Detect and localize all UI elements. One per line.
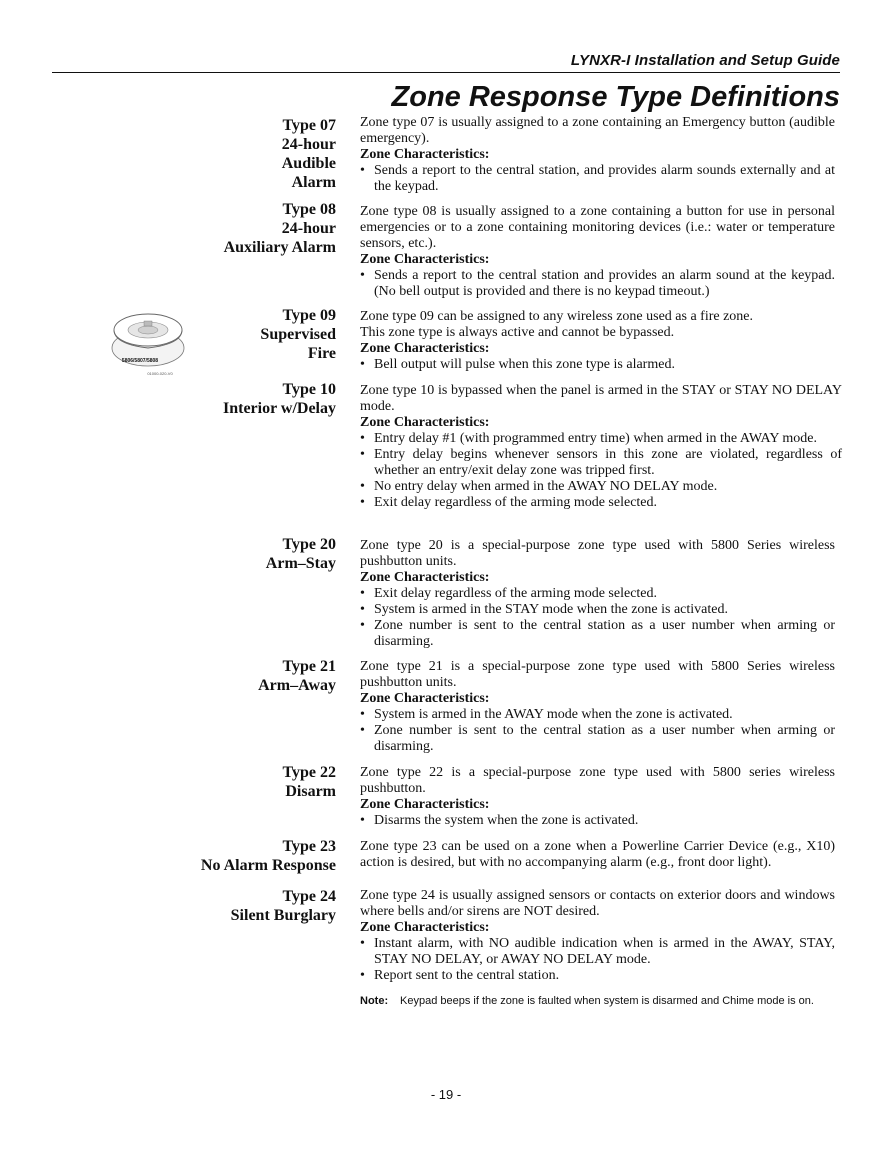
- zone-type-label: [282, 116, 336, 192]
- zone-description-block: [360, 204, 835, 300]
- label-line: Type 21: [282, 658, 336, 675]
- zone-characteristics-heading: Zone Characteristics:: [360, 252, 490, 267]
- zone-type-label: [266, 535, 336, 573]
- characteristics-list: [360, 707, 835, 755]
- label-line: Type 07: [282, 117, 336, 134]
- note-label: Note:: [360, 995, 389, 1007]
- zone-description: Zone type 23 can be used on a zone when a Powerline Carrier Device (e.g., X10) action is desired, but with no accompanying alarm (e.g., front door light).: [360, 839, 835, 870]
- zone-characteristics-heading: Zone Characteristics:: [360, 570, 490, 585]
- characteristic-item: • Sends a report to the central station and provides an alarm sound at the keypad. (No bell output is provided and there is no keypad timeout.): [360, 268, 835, 300]
- label-line: Supervised: [260, 326, 336, 343]
- label-line: Fire: [307, 345, 336, 362]
- label-line: Type 24: [282, 888, 336, 905]
- characteristic-item: • Report sent to the central station.: [360, 968, 835, 984]
- running-header: LYNXR-I Installation and Setup Guide: [570, 52, 840, 69]
- characteristic-item: • Instant alarm, with NO audible indication when is armed in the AWAY, STAY, STAY NO DELAY, or AWAY NO DELAY mode.: [360, 936, 835, 968]
- characteristics-list: [360, 431, 842, 511]
- label-line: No Alarm Response: [200, 857, 336, 874]
- label-line: Audible: [281, 155, 336, 172]
- zone-description: Zone type 24 is usually assigned sensors or contacts on exterior doors and windows where bells and/or sirens are NOT desired.: [360, 888, 835, 919]
- characteristics-list: [360, 813, 835, 829]
- label-line: Type 20: [282, 536, 336, 553]
- zone-description: Zone type 10 is bypassed when the panel is armed in the STAY or STAY NO DELAY mode.: [360, 383, 842, 414]
- label-line: 24-hour: [281, 136, 336, 153]
- zone-type-label: [283, 763, 336, 801]
- characteristic-item: • Sends a report to the central station, and provides alarm sounds externally and at the keypad.: [360, 163, 835, 195]
- zone-description-block: [360, 309, 780, 373]
- zone-type-label: [258, 657, 336, 695]
- zone-characteristics-heading: Zone Characteristics:: [360, 920, 490, 935]
- zone-description-block: [360, 659, 835, 755]
- zone-description-block: [360, 888, 835, 984]
- characteristics-list: [360, 586, 835, 650]
- header-rule: [52, 72, 840, 73]
- zone-type-label: [224, 200, 336, 257]
- zone-characteristics-heading: Zone Characteristics:: [360, 691, 490, 706]
- zone-description-block: [360, 538, 835, 650]
- characteristics-list: [360, 268, 835, 300]
- note-text: Keypad beeps if the zone is faulted when system is disarmed and Chime mode is on.: [400, 995, 814, 1007]
- characteristics-list: [360, 163, 835, 195]
- characteristics-list: [360, 357, 780, 373]
- characteristic-item: • Entry delay begins whenever sensors in this zone are violated, regardless of whether an entry/exit delay zone was tripped first.: [360, 447, 842, 479]
- zone-description: Zone type 22 is a special-purpose zone type used with 5800 series wireless pushbutton.: [360, 765, 835, 796]
- note-block: [360, 994, 836, 1008]
- label-line: Type 10: [282, 381, 336, 398]
- label-line: Interior w/Delay: [222, 400, 336, 417]
- label-line: Silent Burglary: [230, 907, 336, 924]
- zone-description-block: [360, 765, 835, 829]
- zone-description-block: [360, 839, 835, 871]
- characteristic-item: • System is armed in the STAY mode when the zone is activated.: [360, 602, 835, 618]
- zone-description: Zone type 20 is a special-purpose zone type used with 5800 Series wireless pushbutton units.: [360, 538, 835, 569]
- characteristic-item: • Bell output will pulse when this zone type is alarmed.: [360, 357, 780, 373]
- label-line: Type 08: [282, 201, 336, 218]
- zone-description: Zone type 09 can be assigned to any wireless zone used as a fire zone. This zone type is always active and cannot be bypassed.: [360, 309, 754, 340]
- label-line: Type 22: [282, 764, 336, 781]
- zone-characteristics-heading: Zone Characteristics:: [360, 797, 490, 812]
- figure-code: 01000-020-V0: [147, 371, 173, 376]
- zone-description: Zone type 08 is usually assigned to a zone containing a button for use in personal emergencies or to a zone containing monitoring devices (i.e.: water or temperature sensors, etc.).: [360, 204, 835, 251]
- characteristic-item: • Exit delay regardless of the arming mode selected.: [360, 495, 842, 511]
- zone-type-label: [260, 306, 336, 363]
- page-title: Zone Response Type Definitions: [391, 81, 840, 113]
- zone-type-label: [223, 380, 336, 418]
- zone-type-label: [231, 887, 336, 925]
- page-number: - 19 -: [430, 1087, 462, 1102]
- characteristic-item: • System is armed in the AWAY mode when the zone is activated.: [360, 707, 835, 723]
- label-line: Alarm: [291, 174, 336, 191]
- label-line: Auxiliary Alarm: [223, 239, 336, 256]
- characteristics-list: [360, 936, 835, 984]
- smoke-detector-icon: [108, 308, 188, 380]
- characteristic-item: • Zone number is sent to the central station as a user number when arming or disarming.: [360, 723, 835, 755]
- zone-characteristics-heading: Zone Characteristics:: [360, 415, 490, 430]
- label-line: Type 09: [282, 307, 336, 324]
- characteristic-item: • No entry delay when armed in the AWAY NO DELAY mode.: [360, 479, 842, 495]
- label-line: Disarm: [285, 783, 336, 800]
- characteristic-item: • Zone number is sent to the central station as a user number when arming or disarming.: [360, 618, 835, 650]
- zone-description: Zone type 21 is a special-purpose zone type used with 5800 Series wireless pushbutton units.: [360, 659, 835, 690]
- zone-type-label: [201, 837, 336, 875]
- figure-caption: 5806/5807/5808: [121, 358, 159, 364]
- zone-characteristics-heading: Zone Characteristics:: [360, 147, 490, 162]
- zone-description-block: [360, 115, 835, 195]
- label-line: 24-hour: [281, 220, 336, 237]
- zone-description: Zone type 07 is usually assigned to a zone containing an Emergency button (audible emergency).: [360, 115, 835, 146]
- characteristic-item: • Exit delay regardless of the arming mode selected.: [360, 586, 835, 602]
- label-line: Type 23: [282, 838, 336, 855]
- zone-description-block: [360, 383, 842, 511]
- characteristic-item: • Entry delay #1 (with programmed entry time) when armed in the AWAY mode.: [360, 431, 842, 447]
- zone-characteristics-heading: Zone Characteristics:: [360, 341, 490, 356]
- label-line: Arm–Away: [258, 677, 336, 694]
- label-line: Arm–Stay: [265, 555, 336, 572]
- characteristic-item: • Disarms the system when the zone is activated.: [360, 813, 835, 829]
